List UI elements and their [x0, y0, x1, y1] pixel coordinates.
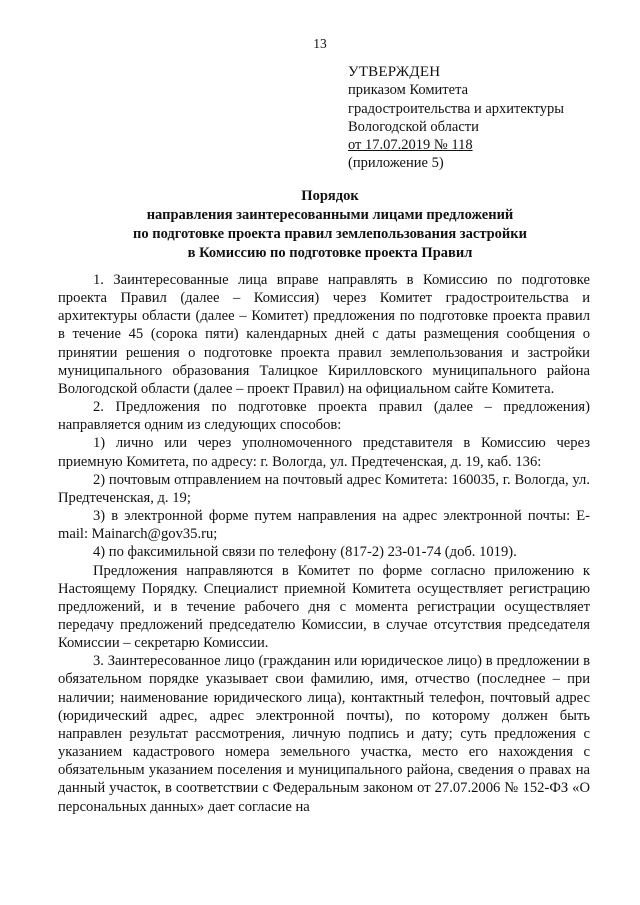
heading-line-3: по подготовке проекта правил землепользования застройки [133, 226, 527, 242]
approval-order-line: приказом Комитета [348, 82, 469, 99]
heading-line-2: направления заинтересованными лицами предложений [146, 207, 514, 223]
approval-appendix-line: (приложение 5) [348, 155, 444, 172]
method-2: 2) почтовым отправлением на почтовый адрес Комитета: 160035, г. Вологда, ул. Предтеченская, д. 19; [58, 471, 590, 506]
paragraph-1: 1. Заинтересованные лица вправе направлять в Комиссию по подготовке проекта Правил (далее – Комиссия) через Комитет градостроительства и архитектуры области (далее – Комитет) предложения по подготовке проекта правил в течение 45 (сорока пяти) календарных дней с даты размещения сообщения о принятии решения о подготовке проекта правил землепользования и застройки муниципального образования Талицкое Кирилловского муниципального района Вологодской области (далее – проект Правил) на официальном сайте Комитета. [58, 272, 590, 397]
page-number: 13 [313, 36, 327, 51]
approval-region-line: Вологодской области [348, 118, 479, 135]
document-body [58, 271, 590, 816]
method-3: 3) в электронной форме путем направления на адрес электронной почты: E-mail: Mainarch@gov35.ru; [58, 508, 590, 543]
heading-title: Порядок [301, 188, 359, 204]
approval-title: УТВЕРЖДЕН [348, 64, 441, 80]
heading-line-4: в Комиссию по подготовке проекта Правил [187, 245, 473, 261]
paragraph-3: 3. Заинтересованное лицо (гражданин или юридическое лицо) в предложении в обязательном порядке указывает свои фамилию, имя, отчество (последнее – при наличии; наименование юридического лица), контактный телефон, почтовый адрес (юридический адрес, адрес электронной почты), по которому должен быть направлен результат рассмотрения, личную подпись и дату; суть предложения с указанием кадастрового номера земельного участка, место его нахождения с обязательным указанием поселения и муниципального района, сведения о правах на данный участок, в соответствии с Федеральным законом от 27.07.2006 № 152-ФЗ «О персональных данных» дает согласие на [58, 653, 590, 815]
document-heading [60, 187, 600, 263]
method-4: 4) по факсимильной связи по телефону (817-2) 23-01-74 (доб. 1019). [93, 544, 517, 561]
approval-date-number: от 17.07.2019 № 118 [348, 137, 473, 154]
approval-committee-line: градостроительства и архитектуры [348, 100, 565, 117]
approval-stamp [348, 63, 564, 173]
method-1: 1) лично или через уполномоченного представителя в Комиссию через приемную Комитета, по адресу: г. Вологда, ул. Предтеченская, д. 19, каб. 136: [58, 435, 590, 470]
paragraph-2: 2. Предложения по подготовке проекта правил (далее – предложения) направляется одним из следующих способов: [58, 399, 590, 434]
paragraph-form: Предложения направляются в Комитет по форме согласно приложению к Настоящему Порядку. Специалист приемной Комитета осуществляет регистрацию предложений, и в течение рабочего дня с момента регистрации осуществляет передачу предложений председателю Комиссии, в случае отсутствия председателя Комиссии – секретарю Комиссии. [58, 562, 590, 652]
